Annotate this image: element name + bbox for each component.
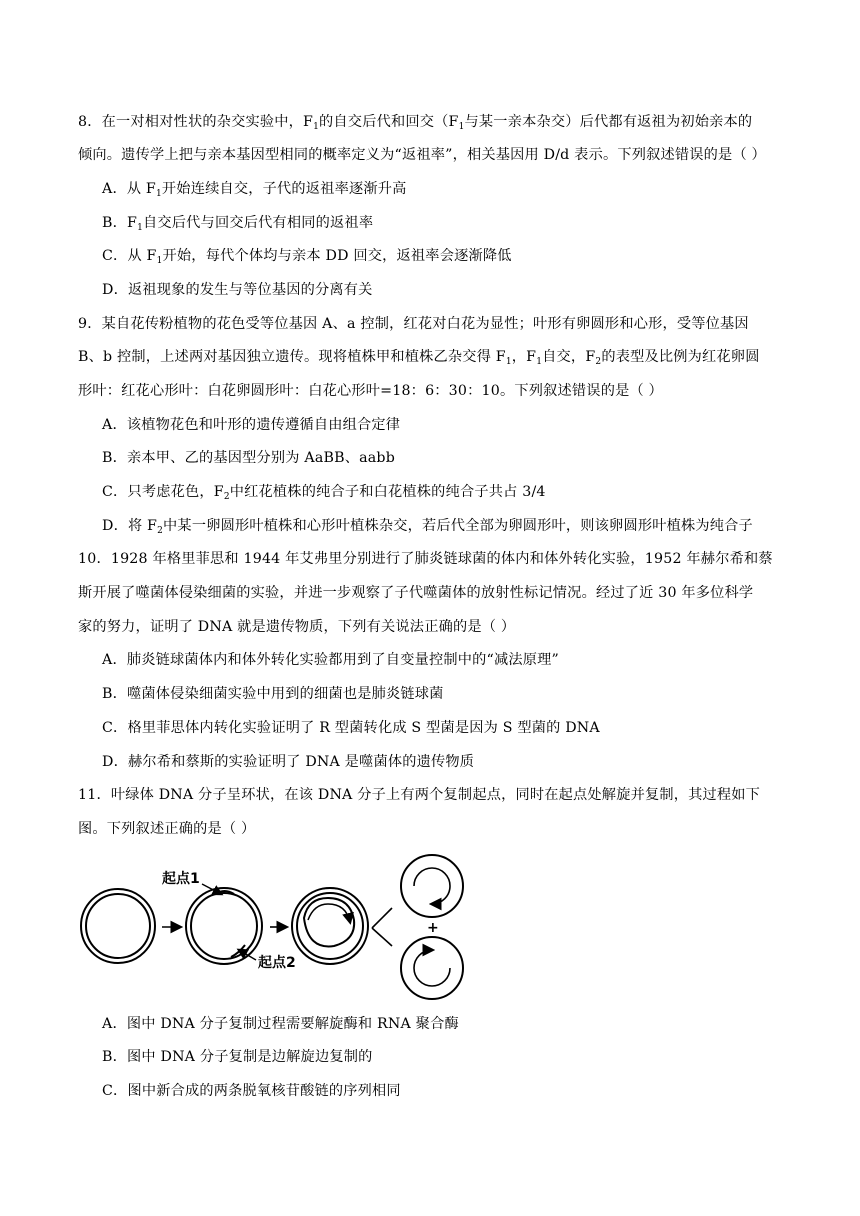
text: 的表型及比例为红花卵圆	[601, 349, 760, 365]
text: 中红花植株的纯合子和白花植株的纯合子共占 3/4	[229, 484, 546, 500]
q8-option-a	[102, 179, 407, 199]
dna-circle-daughter-bottom	[401, 937, 463, 999]
q11-option-b: B．图中 DNA 分子复制是边解旋边复制的	[102, 1049, 373, 1065]
q8-option-d: D．返祖现象的发生与等位基因的分离有关	[102, 282, 373, 298]
text: D．将 F	[102, 518, 158, 534]
text: 中某一卵圆形叶植株和心形叶植株杂交，若后代全部为卵圆形叶，则该卵圆形叶植株为纯合子	[163, 518, 753, 534]
text: 的自交后代和回交（F	[319, 114, 459, 130]
plus-sign: +	[427, 920, 439, 936]
subscript: 2	[157, 526, 164, 536]
q10-option-b: B．噬菌体侵染细菌实验中用到的细菌也是肺炎链球菌	[102, 686, 444, 702]
text: B、b 控制，上述两对基因独立遗传。现将植株甲和植株乙杂交得 F	[78, 349, 506, 365]
text: 自交，F	[542, 349, 596, 365]
dna-circle-daughter-top	[401, 855, 463, 917]
q10-option-c: C．格里菲思体内转化实验证明了 R 型菌转化成 S 型菌是因为 S 型菌的 DNA	[102, 720, 600, 736]
subscript: 1	[156, 256, 163, 266]
dna-replication-figure	[76, 850, 476, 1010]
q9-option-a: A．该植物花色和叶形的遗传遵循自由组合定律	[102, 417, 401, 433]
q11-option-c: C．图中新合成的两条脱氧核苷酸链的序列相同	[102, 1083, 401, 1099]
q8-option-b	[102, 213, 373, 233]
text: 8．在一对相对性状的杂交实验中，F	[78, 114, 314, 130]
q9-option-c	[102, 482, 546, 502]
subscript: 1	[536, 357, 543, 367]
subscript: 1	[313, 122, 320, 132]
q11-stem-line2: 图。下列叙述正确的是（ ）	[78, 821, 256, 837]
dna-circle-two-origins	[186, 888, 262, 964]
arrow-split-down	[372, 928, 392, 946]
q10-option-a: A．肺炎链球菌体内和体外转化实验都用到了自变量控制中的“减法原理”	[102, 652, 559, 668]
subscript: 1	[155, 189, 162, 199]
dna-circle-replicating	[292, 888, 368, 964]
text: 与某一亲本杂交）后代都有返祖为初始亲本的	[464, 114, 753, 130]
q11-option-a: A．图中 DNA 分子复制过程需要解旋酶和 RNA 聚合酶	[102, 1016, 459, 1032]
q10-option-d: D．赫尔希和蔡斯的实验证明了 DNA 是噬菌体的遗传物质	[102, 754, 475, 770]
q9-stem-line1: 9．某自花传粉植物的花色受等位基因 A、a 控制，红花对白花为显性；叶形有卵圆形和心形，受等位基因	[78, 316, 749, 332]
subscript: 1	[458, 122, 465, 132]
text: 开始连续自交，子代的返祖率逐渐升高	[161, 181, 407, 197]
label-origin2: 起点2	[258, 955, 296, 971]
label-origin1: 起点1	[162, 871, 200, 887]
text: 自交后代与回交后代有相同的返祖率	[143, 215, 374, 231]
q10-stem-line1: 10．1928 年格里菲思和 1944 年艾弗里分别进行了肺炎链球菌的体内和体外转化实验，1952 年赫尔希和蔡	[78, 551, 773, 567]
text: A．从 F	[102, 181, 156, 197]
subscript: 2	[595, 357, 602, 367]
q9-option-d	[102, 516, 753, 536]
q8-stem-line1	[78, 112, 752, 132]
arrow-split-up	[372, 908, 392, 928]
q9-option-b: B．亲本甲、乙的基因型分别为 AaBB、aabb	[102, 450, 395, 466]
q8-stem-line2: 倾向。遗传学上把与亲本基因型相同的概率定义为“返祖率”，相关基因用 D/d 表示。下列叙述错误的是（ ）	[78, 147, 766, 163]
dna-circle-initial	[81, 889, 155, 963]
q10-stem-line2: 斯开展了噬菌体侵染细菌的实验，并进一步观察了子代噬菌体的放射性标记情况。经过了近 30 年多位科学	[78, 585, 754, 601]
subscript: 1	[137, 223, 143, 233]
q10-stem-line3: 家的努力，证明了 DNA 就是遗传物质，下列有关说法正确的是（ ）	[78, 619, 516, 635]
q8-option-c	[102, 246, 512, 266]
q9-stem-line2	[78, 347, 760, 367]
subscript: 2	[223, 492, 230, 502]
q11-stem-line1: 11．叶绿体 DNA 分子呈环状，在该 DNA 分子上有两个复制起点，同时在起点处解旋并复制，其过程如下	[78, 787, 761, 803]
subscript: 1	[505, 357, 512, 367]
text: 开始，每代个体均与亲本 DD 回交，返祖率会逐渐降低	[162, 248, 512, 264]
text: B．F	[102, 215, 138, 231]
text: C．从 F	[102, 248, 157, 264]
text: C．只考虑花色，F	[102, 484, 224, 500]
q9-stem-line3: 形叶：红花心形叶：白花卵圆形叶：白花心形叶=18：6：30：10。下列叙述错误的是（ ）	[78, 383, 663, 399]
text: ，F	[511, 349, 537, 365]
